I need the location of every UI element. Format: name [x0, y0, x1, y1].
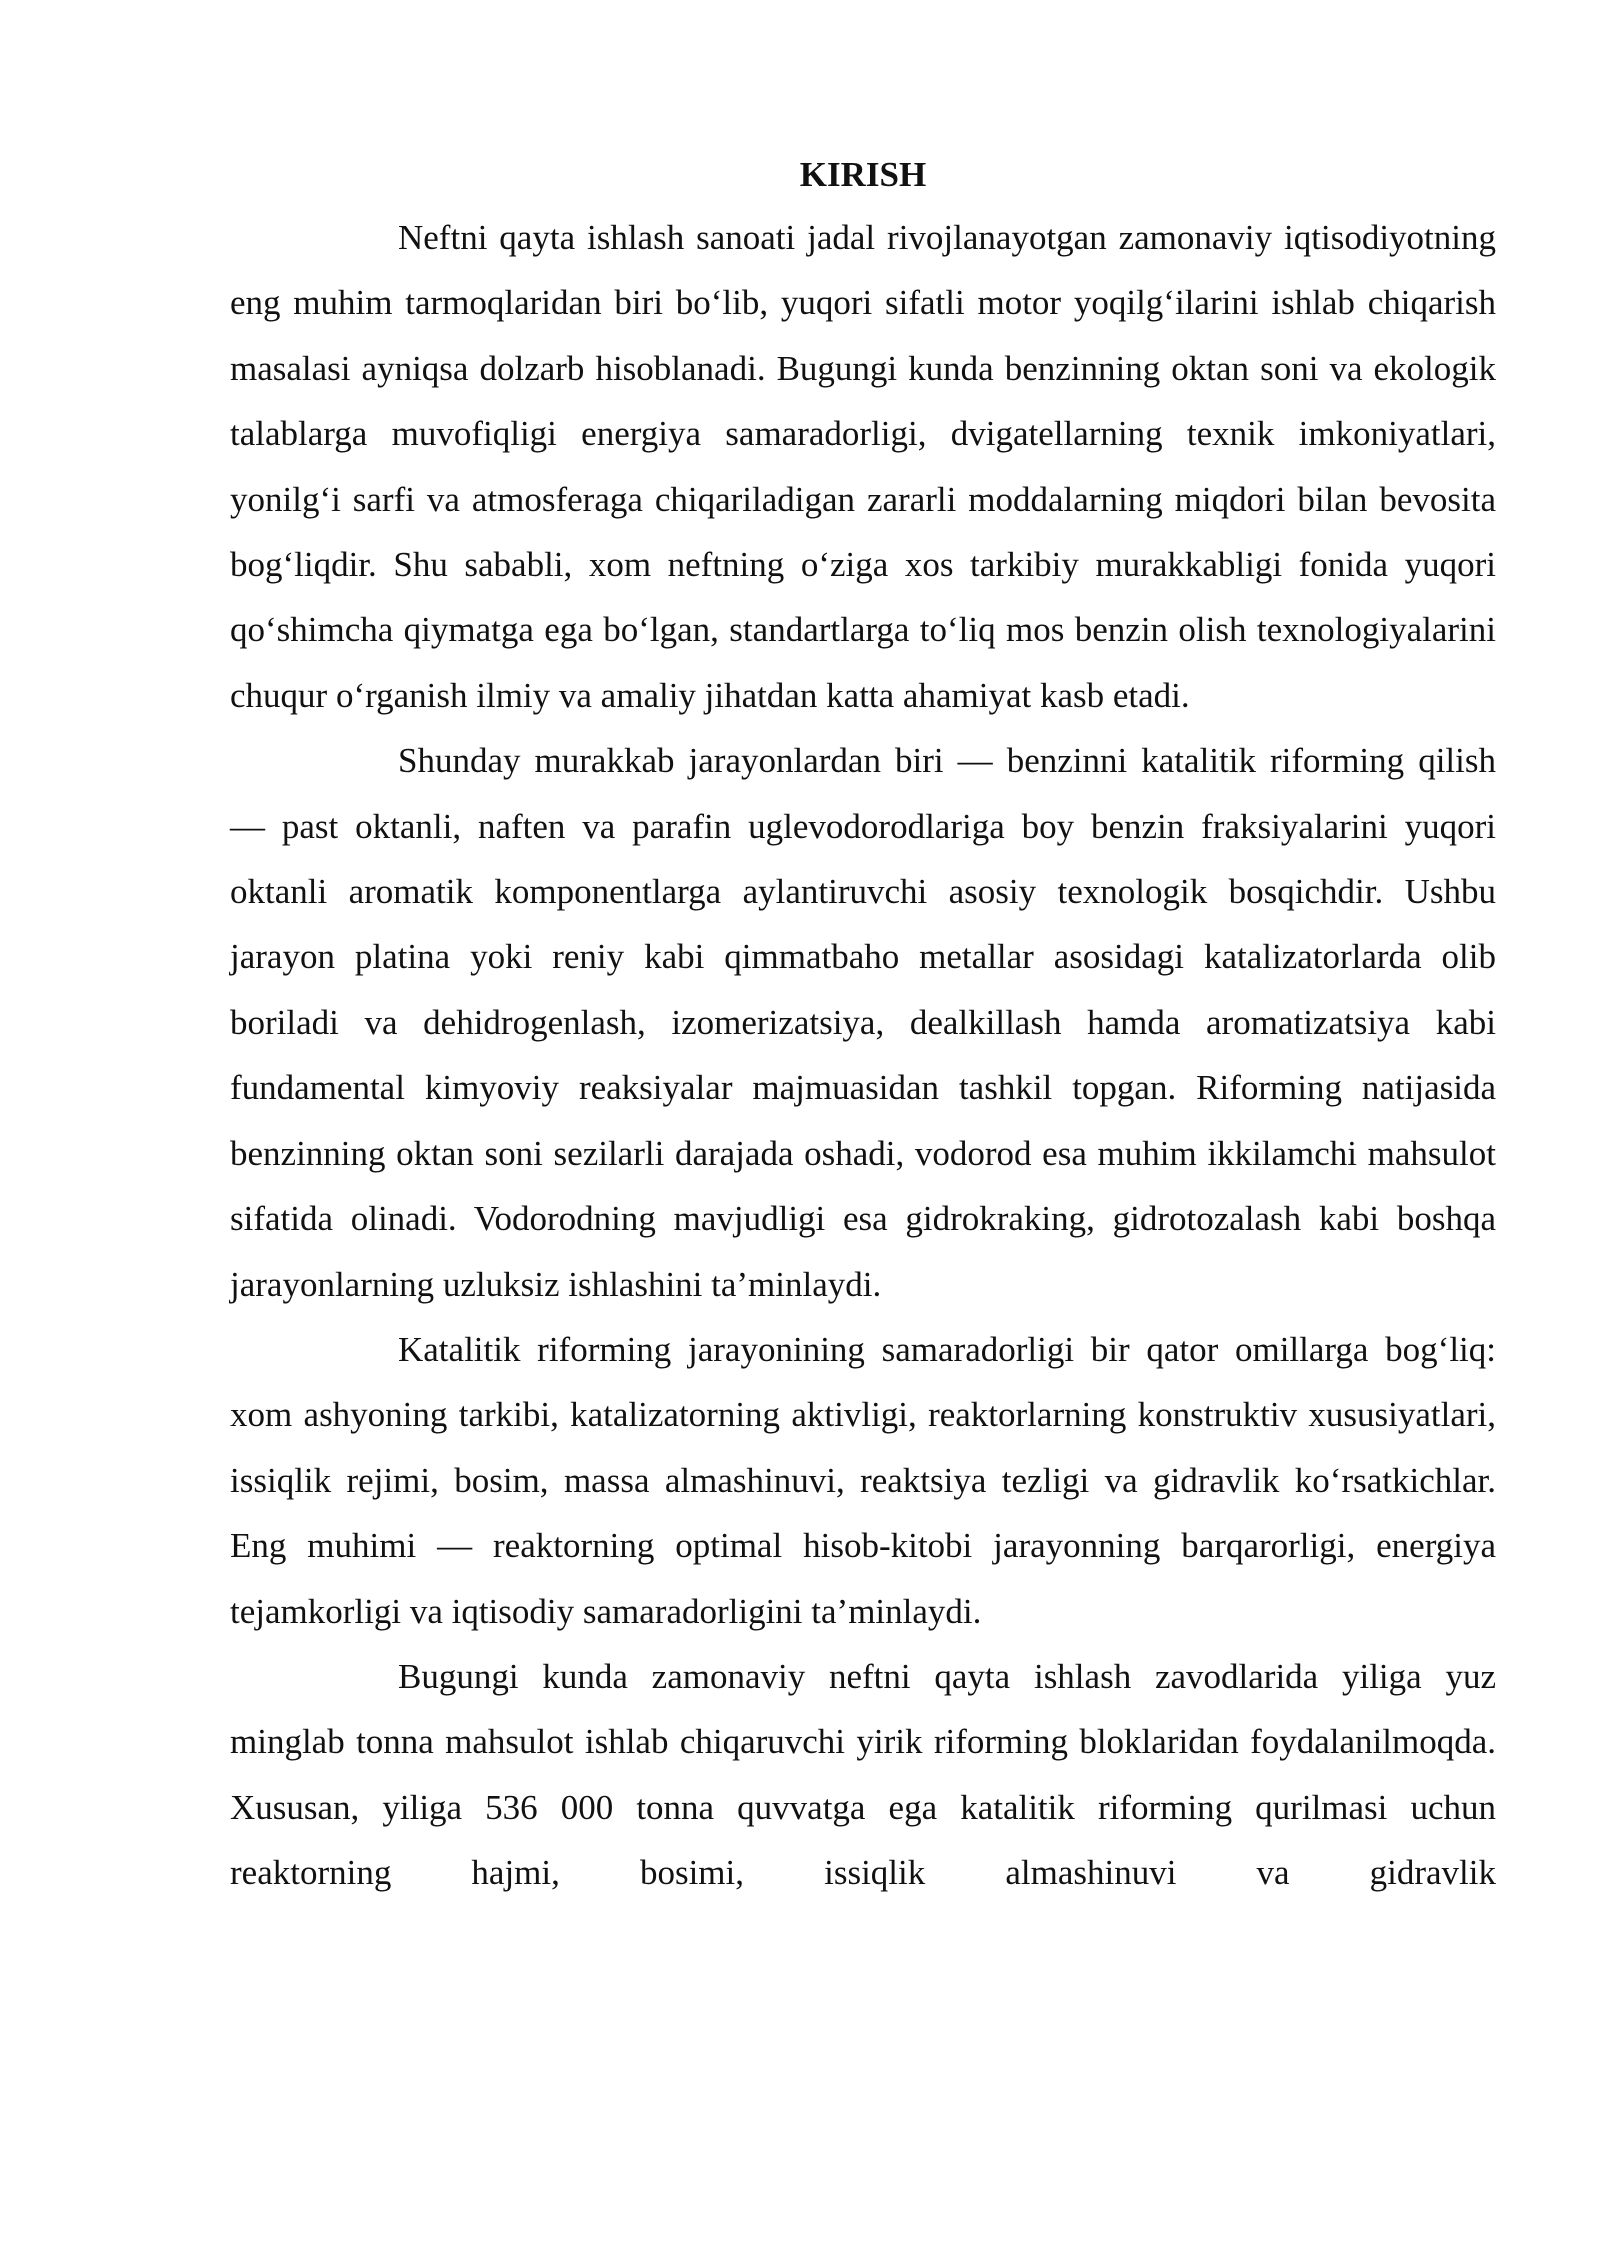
paragraph-2: Shunday murakkab jarayonlardan biri — benzinni katalitik riforming qilish — past oktanli, naften va parafin uglevodorodlariga boy benzin fraksiyalarini yuqori oktanli aromatik komponentlarga aylantiruvchi asosiy texnologik bosqichdir. Ushbu jarayon platina yoki reniy kabi qimmatbaho metallar asosidagi katalizatorlarda olib boriladi va dehidrogenlash, izomerizatsiya, dealkillash hamda aromatizatsiya kabi fundamental kimyoviy reaksiyalar majmuasidan tashkil topgan. Riforming natijasida benzinning oktan soni sezilarli darajada oshadi, vodorod esa muhim ikkilamchi mahsulot sifatida olinadi. Vodorodning mavjudligi esa gidrokraking, gidrotozalash kabi boshqa jarayonlarning uzluksiz ishlashini ta’minlaydi.: [230, 741, 1496, 1304]
paragraph-4: Bugungi kunda zamonaviy neftni qayta ishlash zavodlarida yiliga yuz minglab tonna mahsulot ishlab chiqaruvchi yirik riforming bloklaridan foydalanilmoqda. Xususan, yiliga 536 000 tonna quvvatga ega katalitik riforming qurilmasi uchun reaktorning hajmi, bosimi, issiqlik almashinuvi va gidravlik: [230, 1656, 1496, 1893]
document-body: [230, 145, 1496, 1906]
paragraph-1: Neftni qayta ishlash sanoati jadal rivojlanayotgan zamonaviy iqtisodiyotning eng muhim tarmoqlaridan biri bo‘lib, yuqori sifatli motor yoqilg‘ilarini ishlab chiqarish masalasi ayniqsa dolzarb hisoblanadi. Bugungi kunda benzinning oktan soni va ekologik talablarga muvofiqligi energiya samaradorligi, dvigatellarning texnik imkoniyatlari, yonilg‘i sarfi va atmosferaga chiqariladigan zararli moddalarning miqdori bilan bevosita bog‘liqdir. Shu sababli, xom neftning o‘ziga xos tarkibiy murakkabligi fonida yuqori qo‘shimcha qiymatga ega bo‘lgan, standartlarga to‘liq mos benzin olish texnologiyalarini chuqur o‘rganish ilmiy va amaliy jihatdan katta ahamiyat kasb etadi.: [230, 218, 1496, 715]
page-title: KIRISH: [799, 155, 927, 194]
paragraph-3: Katalitik riforming jarayonining samaradorligi bir qator omillarga bog‘liq: xom ashyoning tarkibi, katalizatorning aktivligi, reaktorlarning konstruktiv xususiyatlari, issiqlik rejimi, bosim, massa almashinuvi, reaktsiya tezligi va gidravlik ko‘rsatkichlar. Eng muhimi — reaktorning optimal hisob-kitobi jarayonning barqarorligi, energiya tejamkorligi va iqtisodiy samaradorligini ta’minlaydi.: [230, 1329, 1496, 1631]
